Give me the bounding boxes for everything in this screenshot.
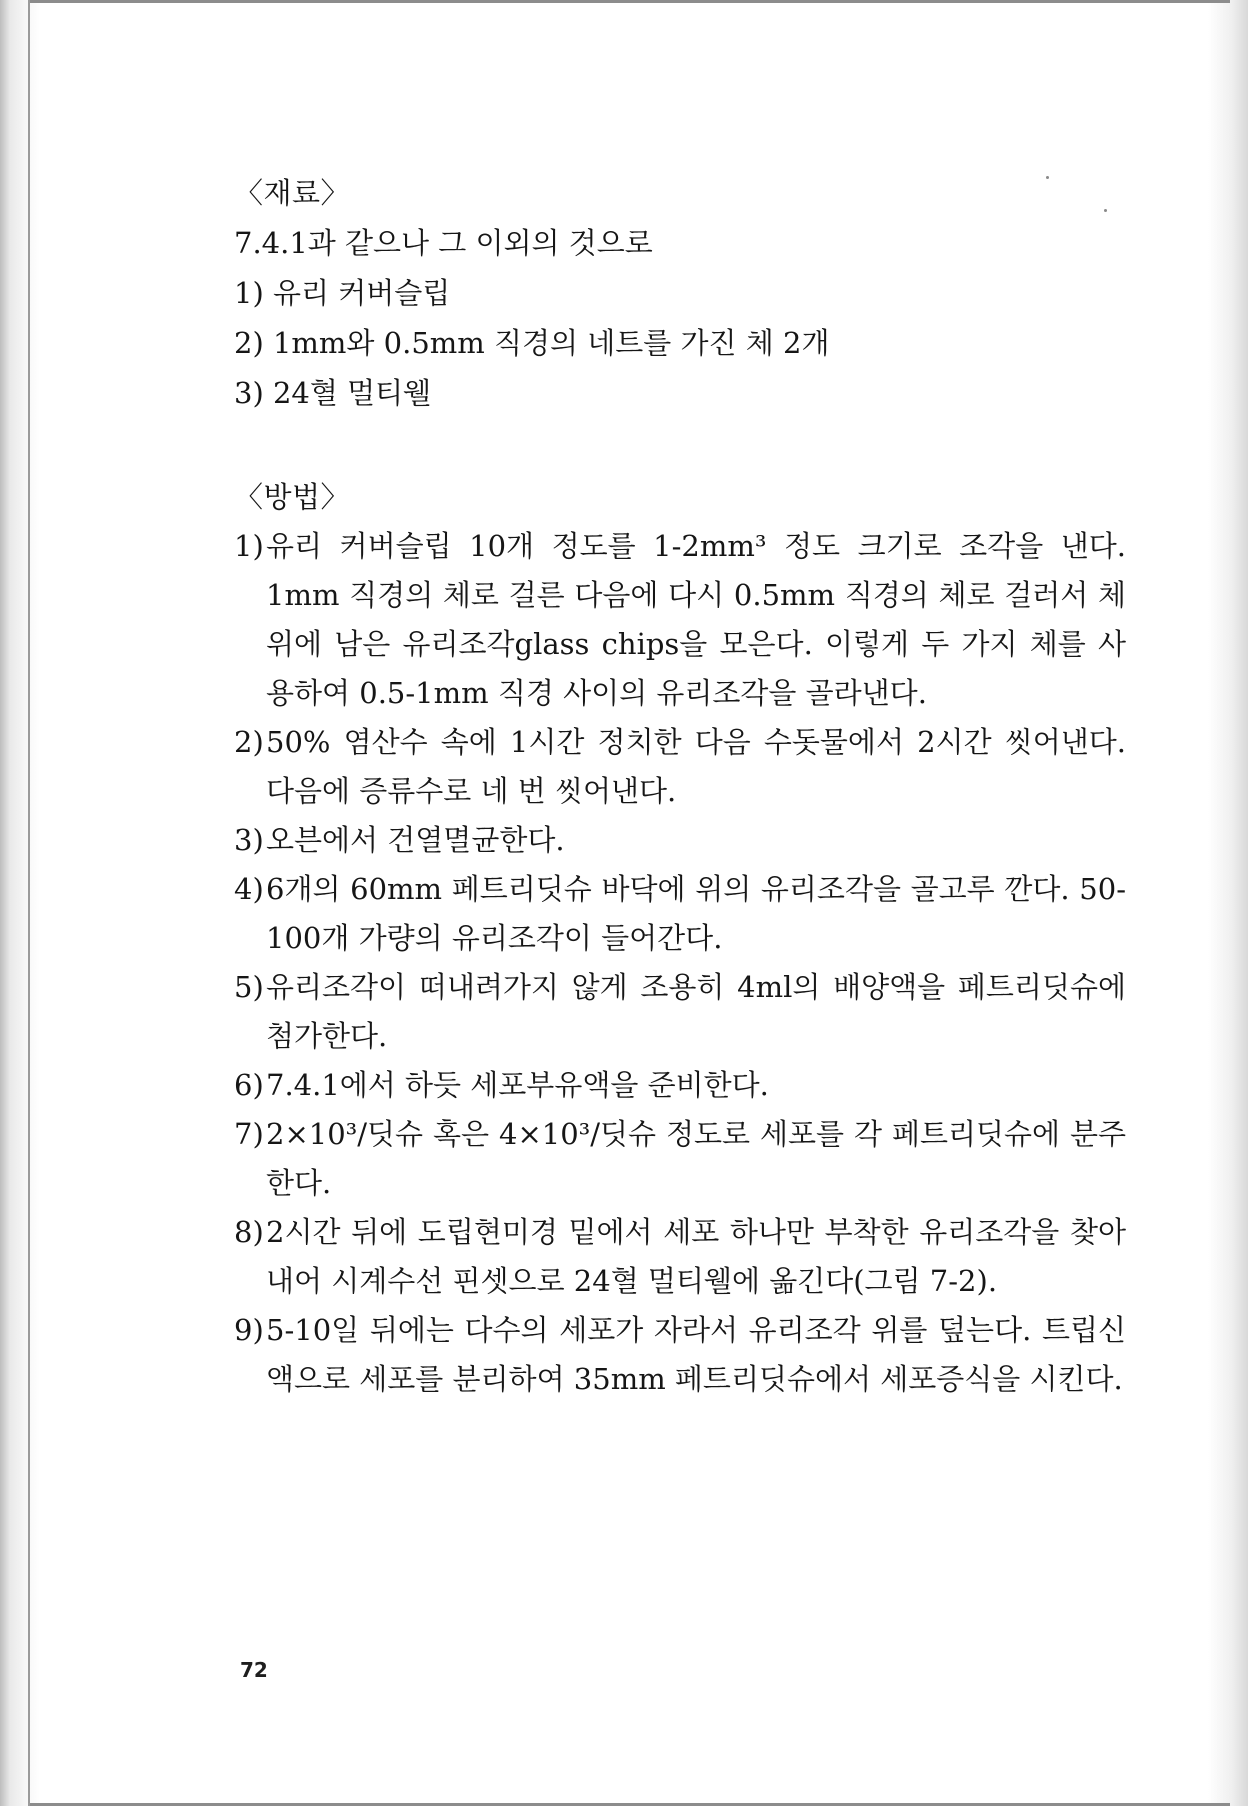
method-steps (234, 522, 1126, 1404)
materials-item-text: 1mm와 0.5mm 직경의 네트를 가진 체 2개 (272, 326, 830, 360)
method-section (234, 472, 1126, 1404)
page-spine-edge (28, 0, 30, 1806)
materials-intro: 7.4.1과 같으나 그 이외의 것으로 (234, 226, 653, 260)
method-step-number: 1) (234, 529, 264, 563)
method-step-text: 유리 커버슬립 10개 정도를 1-2mm³ 정도 크기로 조각을 낸다. 1mm 직경의 체로 걸른 다음에 다시 0.5mm 직경의 체로 걸러서 체 위에 남은 유리조각glass chips을 모은다. 이렇게 두 가지 체를 사용하여 0.5-1mm 직경 사이의 유리조각을 골라낸다. (266, 529, 1126, 710)
method-step-number: 6) (234, 1068, 264, 1102)
page-top-edge (30, 0, 1230, 3)
materials-item (234, 318, 1126, 368)
materials-item-number: 2) (234, 326, 264, 360)
method-step (234, 1208, 1126, 1306)
method-step-text: 5-10일 뒤에는 다수의 세포가 자라서 유리조각 위를 덮는다. 트립신액으로 세포를 분리하여 35mm 페트리딧슈에서 세포증식을 시킨다. (266, 1313, 1126, 1396)
method-step-text: 6개의 60mm 페트리딧슈 바닥에 위의 유리조각을 골고루 깐다. 50-100개 가량의 유리조각이 들어간다. (266, 872, 1126, 955)
materials-section (234, 168, 1126, 418)
method-step-number: 5) (234, 970, 264, 1004)
method-step (234, 1110, 1126, 1208)
materials-item (234, 368, 1126, 418)
method-step-text: 7.4.1에서 하듯 세포부유액을 준비한다. (266, 1068, 769, 1102)
method-step (234, 1306, 1126, 1404)
materials-heading: 〈재료〉 (234, 176, 351, 210)
method-step (234, 963, 1126, 1061)
method-step-number: 8) (234, 1215, 264, 1249)
method-step-number: 2) (234, 725, 264, 759)
method-step (234, 816, 1126, 865)
method-step-text: 오븐에서 건열멸균한다. (266, 823, 565, 857)
section-gap (234, 418, 1126, 472)
method-step (234, 865, 1126, 963)
materials-item (234, 268, 1126, 318)
method-step-text: 유리조각이 떠내려가지 않게 조용히 4ml의 배양액을 페트리딧슈에 첨가한다. (266, 970, 1126, 1053)
method-step (234, 522, 1126, 718)
method-step (234, 1061, 1126, 1110)
method-step (234, 718, 1126, 816)
materials-item-text: 유리 커버슬립 (272, 276, 451, 310)
materials-item-text: 24혈 멀티웰 (272, 376, 432, 410)
page-number: 72 (240, 1658, 268, 1682)
method-step-number: 9) (234, 1313, 264, 1347)
method-step-number: 4) (234, 872, 264, 906)
materials-item-number: 1) (234, 276, 264, 310)
method-step-text: 2시간 뒤에 도립현미경 밑에서 세포 하나만 부착한 유리조각을 찾아내어 시계수선 핀셋으로 24혈 멀티웰에 옮긴다(그림 7-2). (266, 1215, 1126, 1298)
page-right-edge (1208, 0, 1248, 1806)
method-heading: 〈방법〉 (234, 480, 351, 514)
method-step-number: 7) (234, 1117, 264, 1151)
method-step-text: 50% 염산수 속에 1시간 정치한 다음 수돗물에서 2시간 씻어낸다. 다음에 증류수로 네 번 씻어낸다. (266, 725, 1126, 808)
materials-item-number: 3) (234, 376, 264, 410)
method-step-number: 3) (234, 823, 264, 857)
method-step-text: 2×10³/딧슈 혹은 4×10³/딧슈 정도로 세포를 각 페트리딧슈에 분주한다. (266, 1117, 1126, 1200)
page-content (234, 168, 1126, 1404)
page-spine-shadow (0, 0, 40, 1806)
